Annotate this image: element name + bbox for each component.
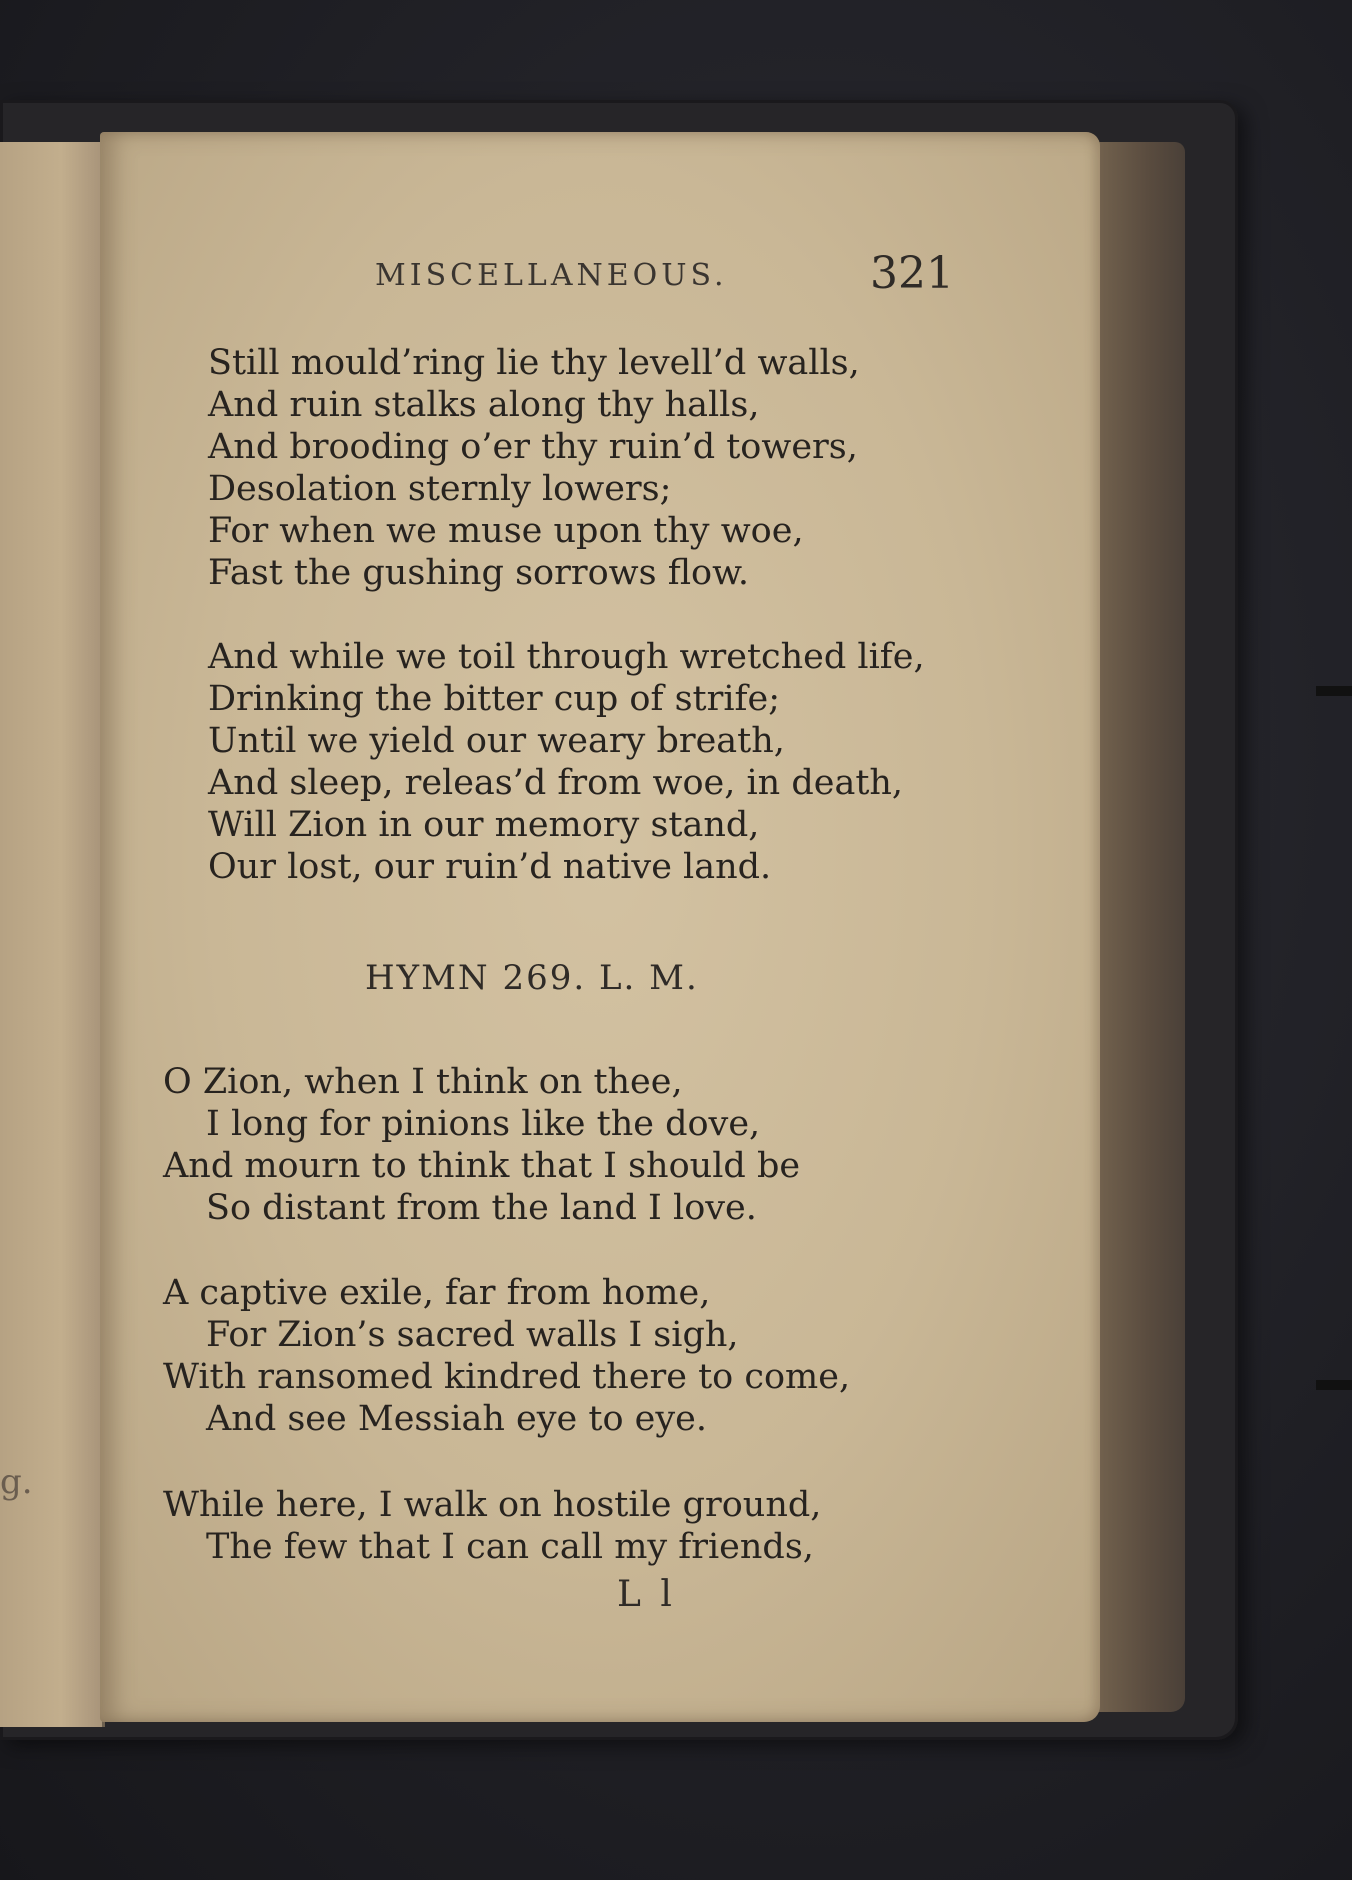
- verse-line: Until we yield our weary breath,: [208, 721, 785, 761]
- verse-line: The few that I can call my friends,: [206, 1527, 814, 1567]
- verse-line: And while we toil through wretched life,: [208, 637, 925, 677]
- verse-line: While here, I walk on hostile ground,: [163, 1485, 822, 1525]
- verse-line: And brooding o’er thy ruin’d towers,: [208, 427, 858, 467]
- clip-mark: [1316, 1380, 1352, 1390]
- verse-line: And see Messiah eye to eye.: [206, 1399, 707, 1439]
- running-header: MISCELLANEOUS.: [375, 258, 728, 293]
- verse-line: A captive exile, far from home,: [163, 1273, 711, 1313]
- left-page: [0, 142, 105, 1727]
- verse-line: So distant from the land I love.: [206, 1188, 757, 1228]
- verse-line: Drinking the bitter cup of strife;: [208, 679, 780, 719]
- verse-line: For Zion’s sacred walls I sigh,: [206, 1315, 739, 1355]
- verse-line: And mourn to think that I should be: [163, 1146, 801, 1186]
- verse-line: Fast the gushing sorrows flow.: [208, 553, 750, 593]
- page-number: 321: [870, 248, 954, 299]
- verse-line: Will Zion in our memory stand,: [208, 805, 760, 845]
- verse-line: With ransomed kindred there to come,: [163, 1357, 851, 1397]
- hymn-heading: HYMN 269. L. M.: [365, 958, 699, 998]
- verse-line: O Zion, when I think on thee,: [163, 1062, 683, 1102]
- signature-mark: L l: [617, 1574, 676, 1615]
- verse-line: For when we muse upon thy woe,: [208, 511, 804, 551]
- left-page-fragment: g.: [0, 1462, 33, 1502]
- verse-line: I long for pinions like the dove,: [206, 1104, 761, 1144]
- clip-mark: [1316, 686, 1352, 696]
- verse-line: Still mould’ring lie thy levell’d walls,: [208, 343, 860, 383]
- verse-line: Our lost, our ruin’d native land.: [208, 847, 772, 887]
- verse-line: And ruin stalks along thy halls,: [208, 385, 760, 425]
- verse-line: And sleep, releas’d from woe, in death,: [208, 763, 904, 803]
- verse-line: Desolation sternly lowers;: [208, 469, 672, 509]
